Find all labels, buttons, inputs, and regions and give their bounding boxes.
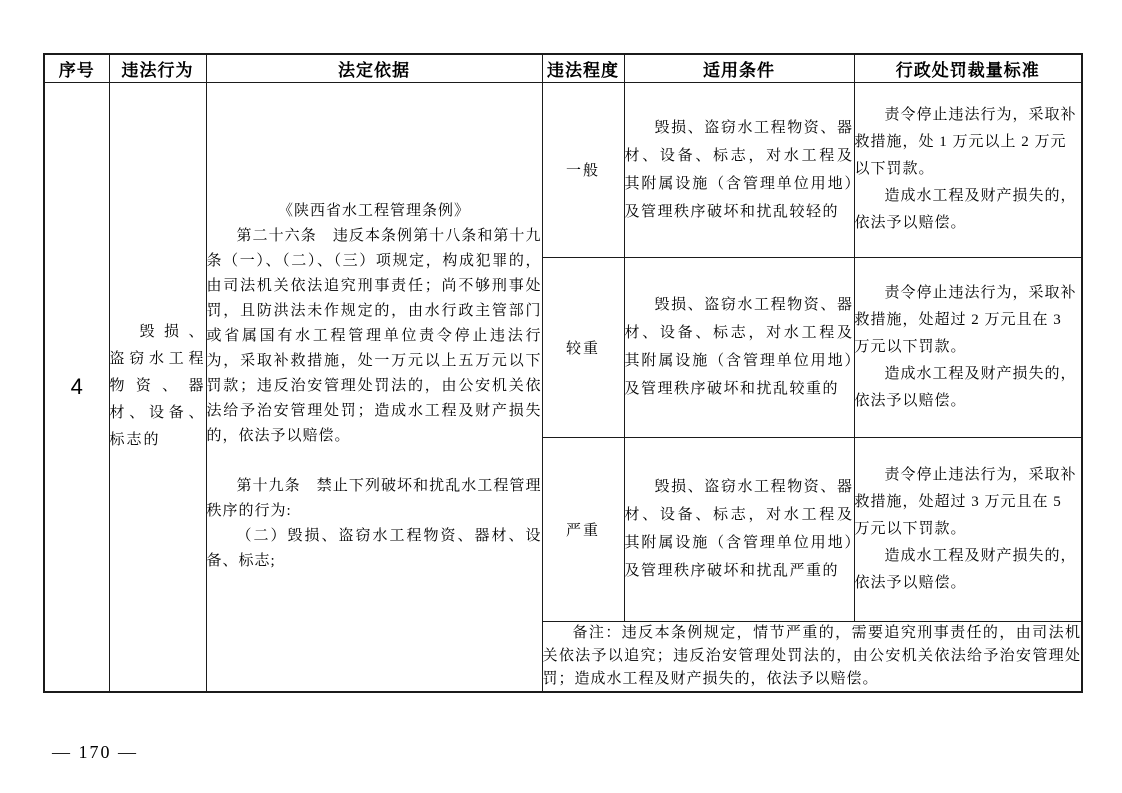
penalty-text-severe-2: 造成水工程及财产损失的，依法予以赔偿。 — [854, 547, 1077, 591]
legal-basis-title: 《陕西省水工程管理条例》 — [277, 203, 470, 219]
condition-text-general: 毁损、盗窃水工程物资、器材、设备、标志，对水工程及其附属设施（含管理单位用地）及管理秩序破坏和扰乱较轻的 — [624, 119, 854, 220]
col-header-legal-basis: 法定依据 — [206, 54, 542, 82]
col-header-behavior: 违法行为 — [109, 54, 206, 82]
legal-basis-article-19: 第十九条 禁止下列破坏和扰乱水工程管理秩序的行为: — [206, 478, 542, 519]
seq-cell: 4 — [44, 82, 109, 692]
condition-cell-severe — [624, 437, 854, 621]
penalty-cell-severe — [854, 437, 1082, 621]
penalty-text-general-1: 责令停止违法行为，采取补救措施，处 1 万元以上 2 万元以下罚款。 — [854, 107, 1077, 177]
penalty-text-heavier-1: 责令停止违法行为，采取补救措施，处超过 2 万元且在 3 万元以下罚款。 — [854, 284, 1077, 355]
col-header-degree: 违法程度 — [542, 54, 624, 82]
condition-text-heavier: 毁损、盗窃水工程物资、器材、设备、标志，对水工程及其附属设施（含管理单位用地）及管理秩序破坏和扰乱较重的 — [624, 297, 854, 397]
condition-text-severe: 毁损、盗窃水工程物资、器材、设备、标志，对水工程及其附属设施（含管理单位用地）及管理秩序破坏和扰乱严重的 — [624, 479, 854, 579]
col-header-standard: 行政处罚裁量标准 — [854, 54, 1082, 82]
degree-label-heavier: 较重 — [542, 257, 624, 437]
condition-cell-general — [624, 82, 854, 257]
condition-cell-heavier — [624, 257, 854, 437]
penalty-cell-heavier — [854, 257, 1082, 437]
behavior-cell — [109, 82, 206, 692]
behavior-text: 毁损、盗窃水工程物资、器材、设备、标志的 — [109, 324, 206, 448]
penalty-text-severe-1: 责令停止违法行为，采取补救措施，处超过 3 万元且在 5 万元以下罚款。 — [854, 466, 1077, 537]
legal-basis-article-19-item: （二）毁损、盗窃水工程物资、器材、设备、标志; — [206, 528, 542, 569]
legal-basis-article-26: 第二十六条 违反本条例第十八条和第十九条（一）、（二）、（三）项规定，构成犯罪的，由司法机关依法追究刑事责任；尚不够刑事处罚，且防洪法未作规定的，由水行政主管部门或省属国有水工程管理单位责令停止违法行为，采取补救措施，处一万元以上五万元以下罚款；违反治安管理处罚法的，由公安机关依法给予治安管理处罚；造成水工程及财产损失的，依法予以赔偿。 — [206, 228, 542, 444]
degree-label-general: 一般 — [542, 82, 624, 257]
col-header-condition: 适用条件 — [624, 54, 854, 82]
penalty-text-general-2: 造成水工程及财产损失的，依法予以赔偿。 — [854, 188, 1077, 231]
penalty-text-heavier-2: 造成水工程及财产损失的，依法予以赔偿。 — [854, 365, 1077, 409]
penalty-discretion-table — [43, 53, 1083, 693]
penalty-cell-general — [854, 82, 1082, 257]
legal-basis-cell — [206, 82, 542, 692]
note-text: 备注：违反本条例规定，情节严重的，需要追究刑事责任的，由司法机关依法予以追究；违反治安管理处罚法的，由公安机关依法给予治安管理处罚；造成水工程及财产损失的，依法予以赔偿。 — [542, 624, 1081, 687]
table-row-level-general — [44, 82, 1082, 257]
note-cell — [542, 621, 1082, 692]
page-number: — 170 — — [52, 742, 138, 762]
degree-label-severe: 严重 — [542, 437, 624, 621]
table-header-row — [44, 54, 1082, 82]
col-header-seq: 序号 — [44, 54, 109, 82]
